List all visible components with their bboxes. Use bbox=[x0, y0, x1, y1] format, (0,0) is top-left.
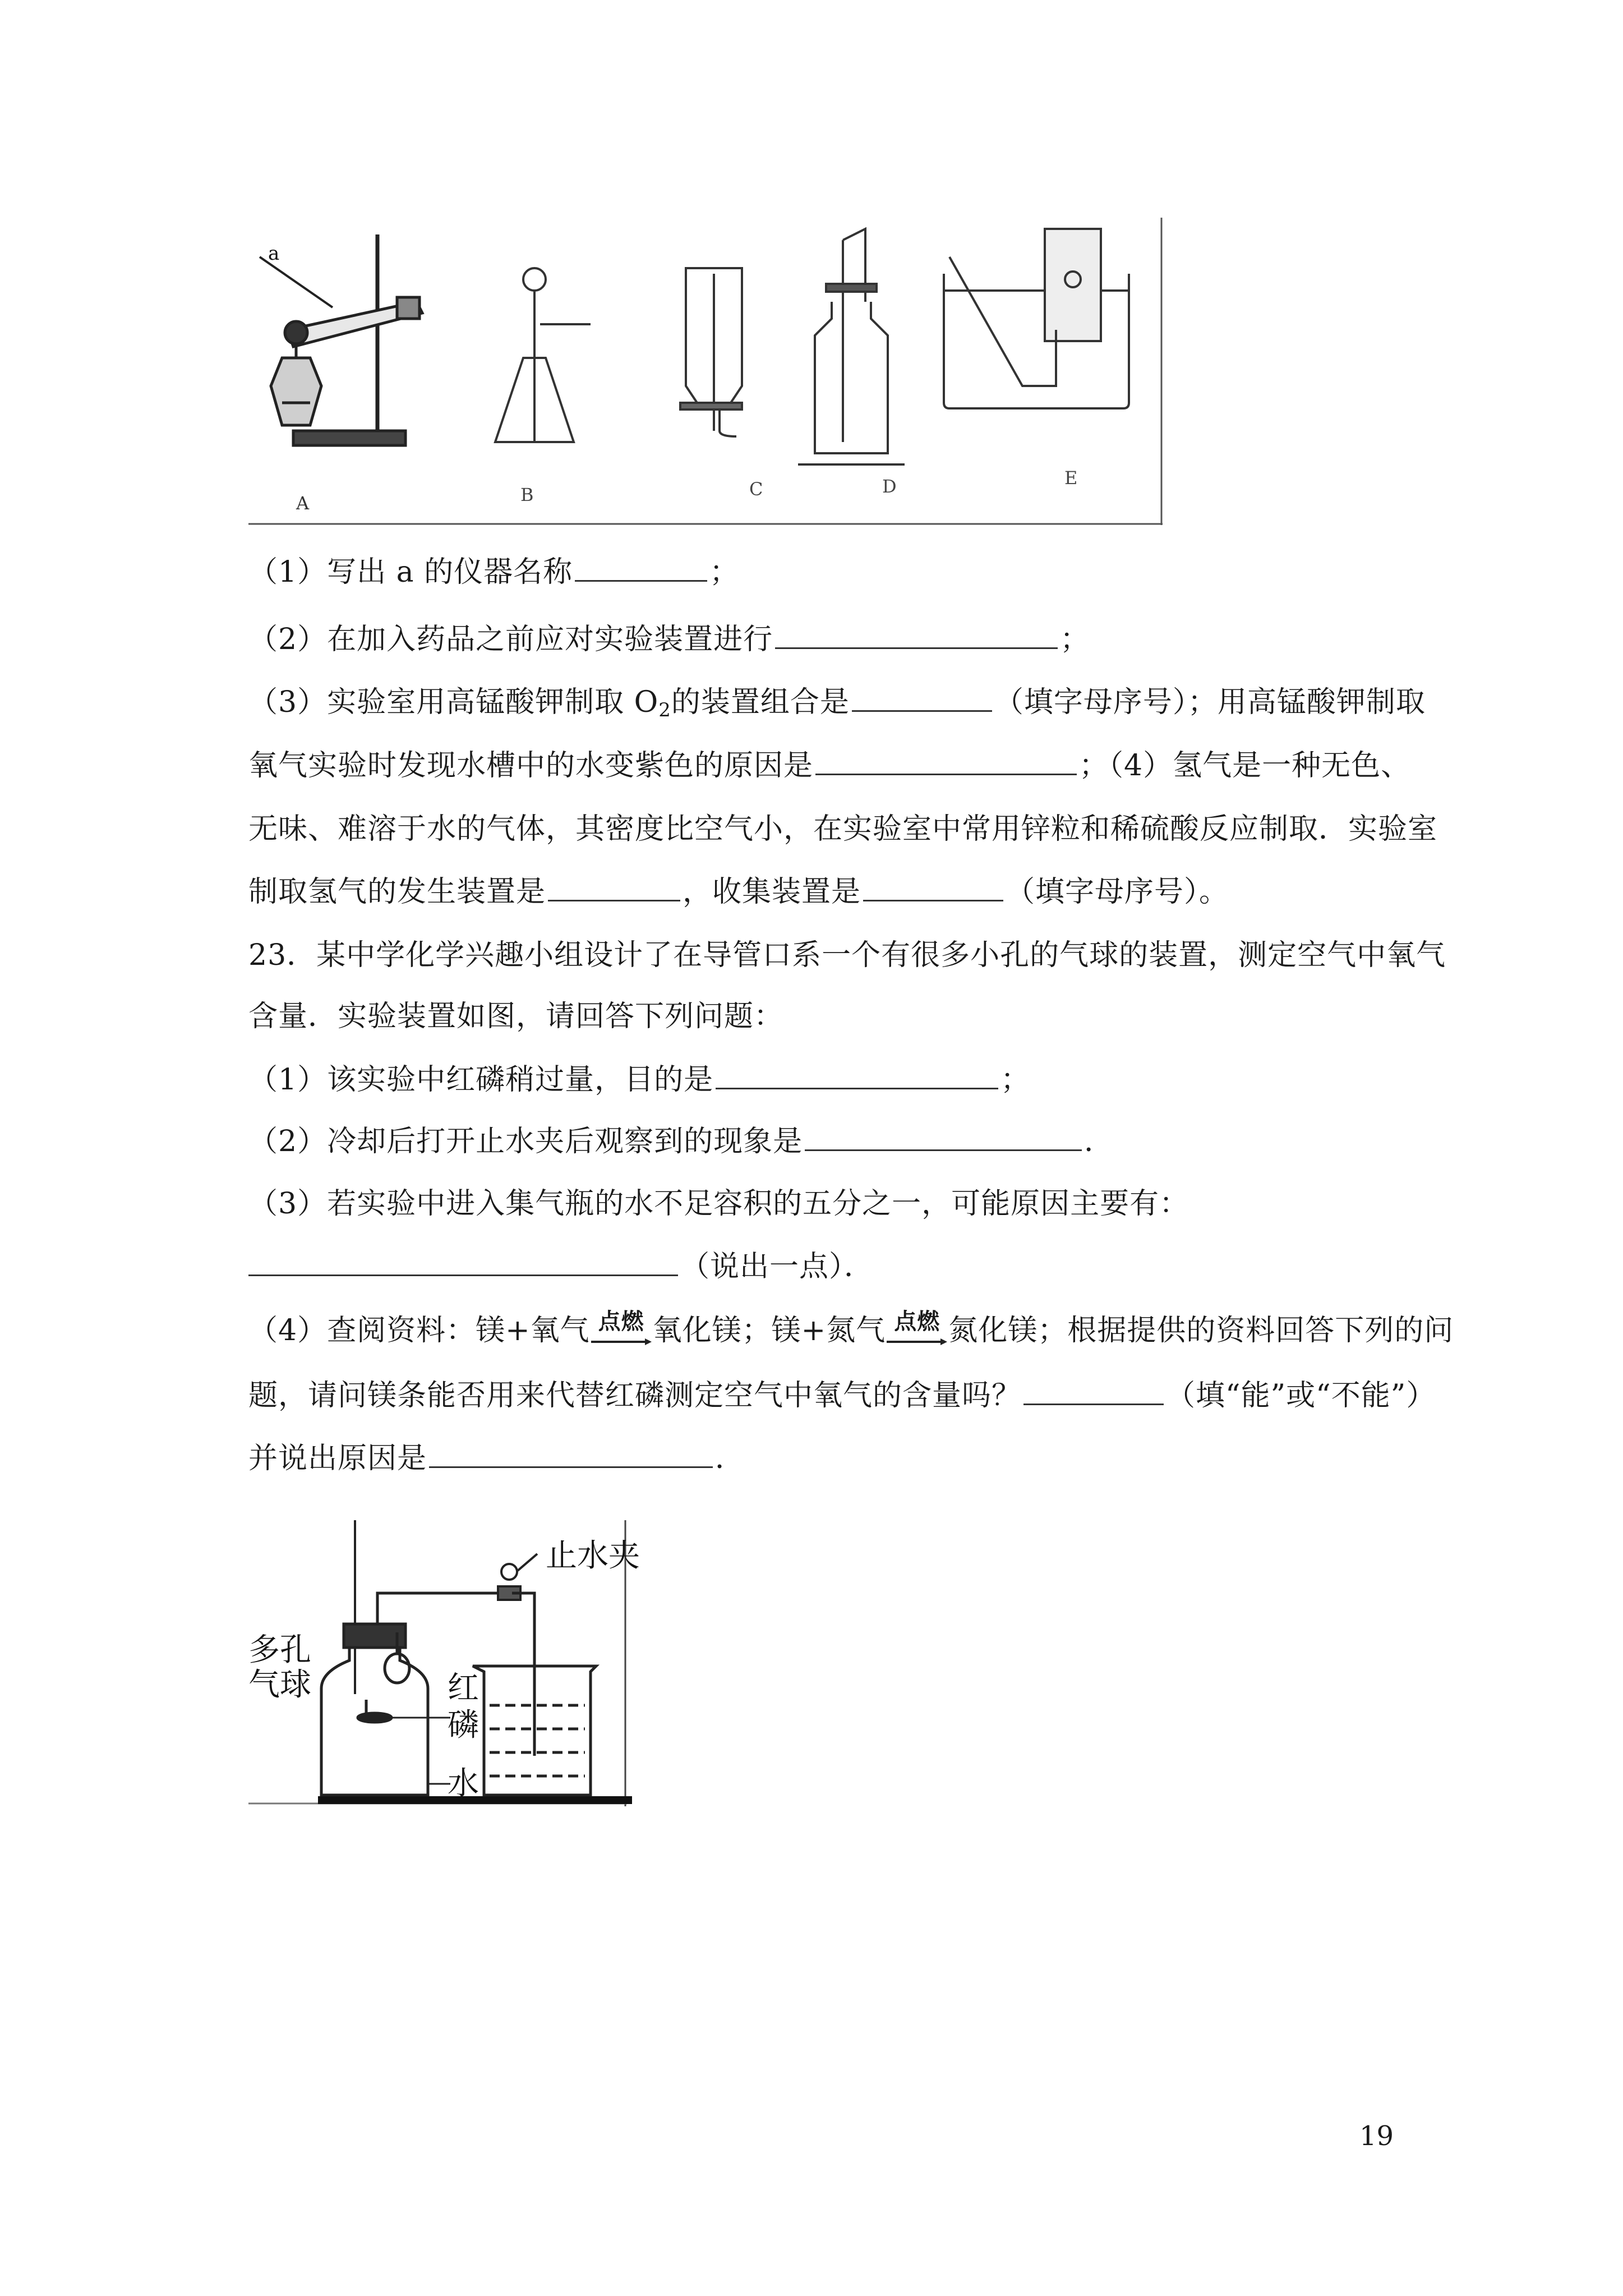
label-balloon-2: 气球 bbox=[248, 1667, 311, 1703]
q23-part1 bbox=[248, 1063, 1398, 1097]
answer-blank[interactable] bbox=[805, 1125, 1082, 1151]
q23-part4-line2 bbox=[248, 1379, 1436, 1412]
reaction-condition-arrow bbox=[886, 1309, 948, 1347]
q23-part2-end: ． bbox=[1084, 1125, 1114, 1158]
q22-part3-text-b: 的装置组合是 bbox=[671, 685, 850, 719]
q23-part4-line2-text-a: 题，请问镁条能否用来代替红磷测定空气中氧气的含量吗？ bbox=[248, 1379, 1022, 1412]
oxygen-test-figure bbox=[248, 1520, 640, 1806]
q23-part4-line3 bbox=[248, 1442, 1398, 1475]
q23-part4-text-b: 氧化镁；镁+氮气 bbox=[652, 1314, 886, 1347]
q22-part4-line4 bbox=[248, 875, 1398, 909]
q23-part2 bbox=[248, 1125, 1398, 1158]
answer-blank[interactable] bbox=[863, 875, 1003, 901]
arrow-icon bbox=[591, 1338, 652, 1345]
q23-part3-text: （3）若实验中进入集气瓶的水不足容积的五分之一，可能原因主要有： bbox=[248, 1187, 1189, 1221]
q23-stem-line1 bbox=[248, 938, 1446, 972]
q23-stem-line2-text: 含量．实验装置如图，请回答下列问题： bbox=[248, 1000, 784, 1033]
label-a: a bbox=[268, 242, 280, 265]
label-phosphorus-1: 红 bbox=[448, 1670, 479, 1706]
q22-part3-text-a: （3）实验室用高锰酸钾制取 O bbox=[248, 685, 659, 719]
q22-part2 bbox=[248, 623, 1398, 656]
q22-part4-line4-text-a: 制取氢气的发生装置是 bbox=[248, 875, 546, 909]
label-A: A bbox=[296, 493, 310, 514]
q23-part4-line3-text-b: ． bbox=[715, 1442, 745, 1475]
q22-part4-line3-text: 无味、难溶于水的气体，其密度比空气小，在实验室中常用锌粒和稀硫酸反应制取．实验室 bbox=[248, 812, 1438, 846]
q22-part3-line2 bbox=[248, 749, 1411, 783]
label-B: B bbox=[520, 484, 534, 505]
answer-blank[interactable] bbox=[815, 749, 1077, 775]
q23-part4-text-c: 氮化镁；根据提供的资料回答下列的问 bbox=[948, 1314, 1454, 1347]
q22-part2-text: （2）在加入药品之前应对实验装置进行 bbox=[248, 623, 773, 656]
q23-part2-text: （2）冷却后打开止水夹后观察到的现象是 bbox=[248, 1125, 803, 1158]
q23-part3-line2 bbox=[248, 1250, 1398, 1283]
q23-part3 bbox=[248, 1187, 1398, 1221]
label-D: D bbox=[882, 476, 897, 497]
q23-part4-text-a: （4）查阅资料：镁+氧气 bbox=[248, 1314, 590, 1347]
q22-part4-line3 bbox=[248, 812, 1438, 846]
answer-blank[interactable] bbox=[1023, 1379, 1164, 1405]
label-balloon-1: 多孔 bbox=[248, 1632, 311, 1668]
q23-stem-line1-text: 23．某中学化学兴趣小组设计了在导管口系一个有很多小孔的气球的装置，测定空气中氧气 bbox=[248, 938, 1446, 972]
q22-part3-line1 bbox=[248, 685, 1426, 727]
q23-part1-end: ； bbox=[1000, 1063, 1031, 1097]
q23-part4-line2-text-b: （填“能”或“不能”） bbox=[1166, 1379, 1436, 1412]
label-E: E bbox=[1064, 467, 1078, 489]
answer-blank[interactable] bbox=[248, 1250, 678, 1276]
q22-part4-line4-text-b: ，收集装置是 bbox=[683, 875, 861, 909]
q23-stem-line2 bbox=[248, 1000, 1398, 1033]
reaction-condition-arrow bbox=[590, 1309, 653, 1347]
answer-blank[interactable] bbox=[716, 1063, 998, 1089]
answer-blank[interactable] bbox=[575, 555, 707, 582]
reaction-condition-label: 点燃 bbox=[894, 1309, 940, 1335]
q22-part1 bbox=[248, 555, 1398, 589]
label-C: C bbox=[749, 478, 763, 500]
q23-part4-line3-text-a: 并说出原因是 bbox=[248, 1442, 427, 1475]
q23-part4-line1 bbox=[248, 1309, 1454, 1347]
answer-blank[interactable] bbox=[429, 1442, 713, 1468]
page-number: 19 bbox=[1359, 2120, 1394, 2152]
label-clamp: 止水夹 bbox=[546, 1538, 640, 1574]
q22-part3-line2-text-b: ；（4）氢气是一种无色、 bbox=[1079, 749, 1411, 783]
q22-part1-end: ； bbox=[709, 555, 740, 589]
subscript: 2 bbox=[658, 699, 671, 721]
q23-part3-line2-text: （说出一点）． bbox=[680, 1250, 874, 1283]
apparatus-figure bbox=[248, 218, 1163, 525]
q22-part3-line2-text-a: 氧气实验时发现水槽中的水变紫色的原因是 bbox=[248, 749, 814, 783]
reaction-condition-label: 点燃 bbox=[598, 1309, 644, 1335]
label-water: 水 bbox=[448, 1765, 479, 1802]
q23-part1-text: （1）该实验中红磷稍过量，目的是 bbox=[248, 1063, 714, 1097]
answer-blank[interactable] bbox=[852, 685, 992, 712]
answer-blank[interactable] bbox=[775, 623, 1058, 649]
q22-part3-text-c: （填字母序号）；用高锰酸钾制取 bbox=[994, 685, 1426, 719]
q22-part1-text: （1）写出 a 的仪器名称 bbox=[248, 555, 573, 589]
q22-part4-line4-text-c: （填字母序号）。 bbox=[1006, 875, 1229, 909]
answer-blank[interactable] bbox=[548, 875, 680, 901]
q22-part2-end: ； bbox=[1060, 623, 1090, 656]
arrow-icon bbox=[887, 1338, 947, 1345]
label-phosphorus-2: 磷 bbox=[448, 1707, 479, 1743]
